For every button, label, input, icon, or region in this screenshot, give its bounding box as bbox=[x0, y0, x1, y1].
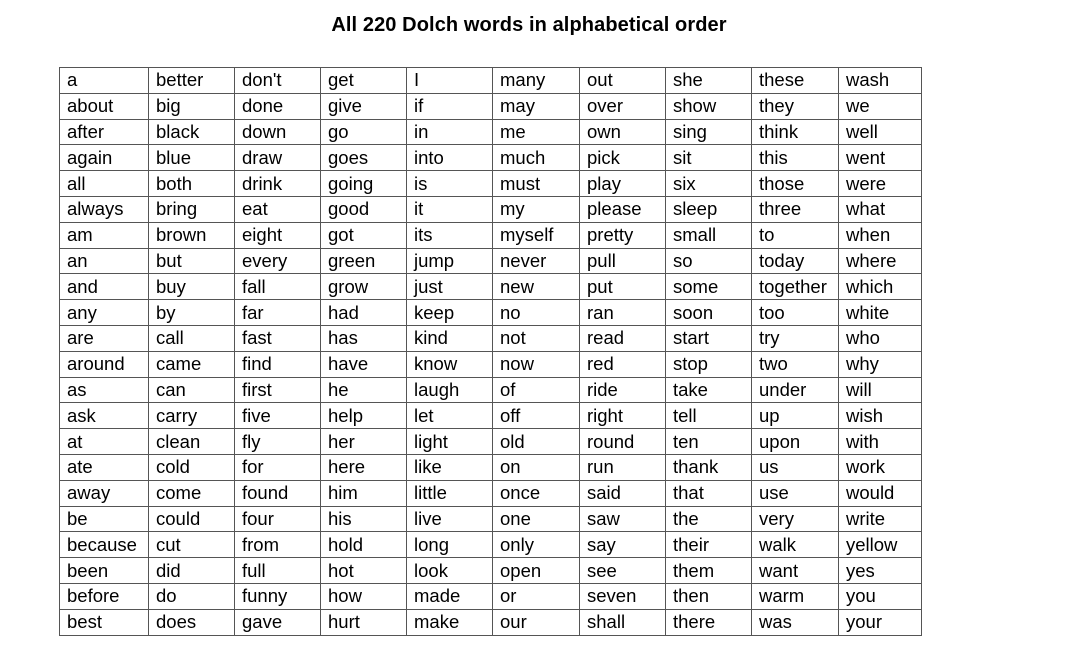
word-cell: yes bbox=[839, 558, 922, 584]
word-cell: start bbox=[666, 325, 752, 351]
word-cell: think bbox=[752, 119, 839, 145]
word-cell: stop bbox=[666, 351, 752, 377]
word-cell: old bbox=[493, 429, 580, 455]
word-cell: get bbox=[321, 68, 407, 94]
word-cell: off bbox=[493, 403, 580, 429]
table-row bbox=[60, 558, 922, 584]
word-cell: will bbox=[839, 377, 922, 403]
word-cell: our bbox=[493, 609, 580, 635]
word-cell: yellow bbox=[839, 532, 922, 558]
table-row bbox=[60, 532, 922, 558]
word-cell: all bbox=[60, 171, 149, 197]
word-cell: going bbox=[321, 171, 407, 197]
word-cell: read bbox=[580, 325, 666, 351]
word-cell: too bbox=[752, 300, 839, 326]
word-cell: cut bbox=[149, 532, 235, 558]
word-cell: who bbox=[839, 325, 922, 351]
word-cell: then bbox=[666, 583, 752, 609]
word-cell: light bbox=[407, 429, 493, 455]
word-cell: walk bbox=[752, 532, 839, 558]
word-cell: upon bbox=[752, 429, 839, 455]
word-cell: was bbox=[752, 609, 839, 635]
word-cell: it bbox=[407, 196, 493, 222]
word-cell: wash bbox=[839, 68, 922, 94]
word-cell: an bbox=[60, 248, 149, 274]
word-cell: am bbox=[60, 222, 149, 248]
word-cell: may bbox=[493, 93, 580, 119]
word-cell: far bbox=[235, 300, 321, 326]
table-row bbox=[60, 93, 922, 119]
word-cell: and bbox=[60, 274, 149, 300]
word-cell: today bbox=[752, 248, 839, 274]
word-cell: shall bbox=[580, 609, 666, 635]
word-cell: him bbox=[321, 480, 407, 506]
word-cell: been bbox=[60, 558, 149, 584]
word-cell: about bbox=[60, 93, 149, 119]
word-cell: have bbox=[321, 351, 407, 377]
word-cell: saw bbox=[580, 506, 666, 532]
word-cell: had bbox=[321, 300, 407, 326]
word-cell: did bbox=[149, 558, 235, 584]
word-cell: over bbox=[580, 93, 666, 119]
word-table-body bbox=[60, 68, 922, 636]
word-cell: better bbox=[149, 68, 235, 94]
word-cell: call bbox=[149, 325, 235, 351]
word-cell: clean bbox=[149, 429, 235, 455]
word-cell: always bbox=[60, 196, 149, 222]
word-cell: wish bbox=[839, 403, 922, 429]
word-cell: my bbox=[493, 196, 580, 222]
word-cell: warm bbox=[752, 583, 839, 609]
word-cell: no bbox=[493, 300, 580, 326]
word-cell: you bbox=[839, 583, 922, 609]
word-cell: ten bbox=[666, 429, 752, 455]
table-row bbox=[60, 119, 922, 145]
word-cell: came bbox=[149, 351, 235, 377]
table-row bbox=[60, 351, 922, 377]
word-cell: fast bbox=[235, 325, 321, 351]
word-cell: draw bbox=[235, 145, 321, 171]
word-cell: new bbox=[493, 274, 580, 300]
dolch-word-table bbox=[59, 67, 922, 636]
word-cell: laugh bbox=[407, 377, 493, 403]
word-cell: if bbox=[407, 93, 493, 119]
table-row bbox=[60, 145, 922, 171]
word-cell: little bbox=[407, 480, 493, 506]
word-cell: which bbox=[839, 274, 922, 300]
word-cell: black bbox=[149, 119, 235, 145]
word-cell: five bbox=[235, 403, 321, 429]
word-cell: its bbox=[407, 222, 493, 248]
word-cell: under bbox=[752, 377, 839, 403]
word-cell: goes bbox=[321, 145, 407, 171]
table-row bbox=[60, 68, 922, 94]
word-cell: cold bbox=[149, 454, 235, 480]
word-cell: tell bbox=[666, 403, 752, 429]
word-cell: his bbox=[321, 506, 407, 532]
table-row bbox=[60, 171, 922, 197]
word-cell: went bbox=[839, 145, 922, 171]
word-cell: he bbox=[321, 377, 407, 403]
word-cell: long bbox=[407, 532, 493, 558]
word-cell: does bbox=[149, 609, 235, 635]
table-row bbox=[60, 506, 922, 532]
word-cell: to bbox=[752, 222, 839, 248]
word-cell: into bbox=[407, 145, 493, 171]
word-cell: that bbox=[666, 480, 752, 506]
word-cell: look bbox=[407, 558, 493, 584]
word-cell: white bbox=[839, 300, 922, 326]
word-cell: she bbox=[666, 68, 752, 94]
word-cell: ran bbox=[580, 300, 666, 326]
word-cell: me bbox=[493, 119, 580, 145]
word-cell: this bbox=[752, 145, 839, 171]
word-cell: any bbox=[60, 300, 149, 326]
word-cell: them bbox=[666, 558, 752, 584]
word-cell: how bbox=[321, 583, 407, 609]
table-row bbox=[60, 274, 922, 300]
word-cell: come bbox=[149, 480, 235, 506]
word-cell: carry bbox=[149, 403, 235, 429]
word-cell: when bbox=[839, 222, 922, 248]
word-cell: us bbox=[752, 454, 839, 480]
table-row bbox=[60, 248, 922, 274]
word-cell: said bbox=[580, 480, 666, 506]
word-cell: say bbox=[580, 532, 666, 558]
word-cell: only bbox=[493, 532, 580, 558]
word-cell: gave bbox=[235, 609, 321, 635]
word-cell: fall bbox=[235, 274, 321, 300]
word-cell: give bbox=[321, 93, 407, 119]
word-cell: hold bbox=[321, 532, 407, 558]
word-cell: there bbox=[666, 609, 752, 635]
word-cell: can bbox=[149, 377, 235, 403]
word-cell: ride bbox=[580, 377, 666, 403]
word-cell: big bbox=[149, 93, 235, 119]
word-cell: best bbox=[60, 609, 149, 635]
word-cell: let bbox=[407, 403, 493, 429]
word-cell: they bbox=[752, 93, 839, 119]
word-cell: go bbox=[321, 119, 407, 145]
word-cell: found bbox=[235, 480, 321, 506]
word-cell: done bbox=[235, 93, 321, 119]
word-cell: in bbox=[407, 119, 493, 145]
word-cell: with bbox=[839, 429, 922, 455]
word-cell: are bbox=[60, 325, 149, 351]
word-cell: live bbox=[407, 506, 493, 532]
word-cell: first bbox=[235, 377, 321, 403]
word-cell: around bbox=[60, 351, 149, 377]
word-cell: run bbox=[580, 454, 666, 480]
word-cell: green bbox=[321, 248, 407, 274]
word-cell: right bbox=[580, 403, 666, 429]
word-cell: please bbox=[580, 196, 666, 222]
word-cell: both bbox=[149, 171, 235, 197]
word-cell: at bbox=[60, 429, 149, 455]
word-cell: down bbox=[235, 119, 321, 145]
word-cell: we bbox=[839, 93, 922, 119]
word-cell: what bbox=[839, 196, 922, 222]
word-cell: many bbox=[493, 68, 580, 94]
word-cell: ask bbox=[60, 403, 149, 429]
word-cell: ate bbox=[60, 454, 149, 480]
word-cell: seven bbox=[580, 583, 666, 609]
word-cell: just bbox=[407, 274, 493, 300]
word-cell: those bbox=[752, 171, 839, 197]
word-cell: eat bbox=[235, 196, 321, 222]
word-cell: because bbox=[60, 532, 149, 558]
word-cell: drink bbox=[235, 171, 321, 197]
word-cell: on bbox=[493, 454, 580, 480]
page-title: All 220 Dolch words in alphabetical order bbox=[331, 14, 727, 36]
word-cell: make bbox=[407, 609, 493, 635]
word-cell: your bbox=[839, 609, 922, 635]
word-cell: away bbox=[60, 480, 149, 506]
word-cell: her bbox=[321, 429, 407, 455]
word-cell: well bbox=[839, 119, 922, 145]
word-cell: use bbox=[752, 480, 839, 506]
word-cell: these bbox=[752, 68, 839, 94]
word-cell: pull bbox=[580, 248, 666, 274]
word-cell: be bbox=[60, 506, 149, 532]
word-cell: hot bbox=[321, 558, 407, 584]
word-cell: now bbox=[493, 351, 580, 377]
word-cell: where bbox=[839, 248, 922, 274]
word-cell: find bbox=[235, 351, 321, 377]
word-cell: were bbox=[839, 171, 922, 197]
word-cell: see bbox=[580, 558, 666, 584]
word-cell: pick bbox=[580, 145, 666, 171]
word-cell: before bbox=[60, 583, 149, 609]
word-cell: want bbox=[752, 558, 839, 584]
word-cell: some bbox=[666, 274, 752, 300]
word-cell: round bbox=[580, 429, 666, 455]
word-cell: sing bbox=[666, 119, 752, 145]
word-cell: three bbox=[752, 196, 839, 222]
word-cell: brown bbox=[149, 222, 235, 248]
word-cell: the bbox=[666, 506, 752, 532]
word-cell: again bbox=[60, 145, 149, 171]
word-cell: thank bbox=[666, 454, 752, 480]
word-cell: has bbox=[321, 325, 407, 351]
word-cell: together bbox=[752, 274, 839, 300]
word-cell: funny bbox=[235, 583, 321, 609]
word-cell: show bbox=[666, 93, 752, 119]
word-cell: of bbox=[493, 377, 580, 403]
word-cell: full bbox=[235, 558, 321, 584]
word-cell: I bbox=[407, 68, 493, 94]
word-cell: or bbox=[493, 583, 580, 609]
word-cell: buy bbox=[149, 274, 235, 300]
table-row bbox=[60, 377, 922, 403]
word-cell: very bbox=[752, 506, 839, 532]
word-cell: by bbox=[149, 300, 235, 326]
word-cell: a bbox=[60, 68, 149, 94]
word-cell: six bbox=[666, 171, 752, 197]
word-cell: made bbox=[407, 583, 493, 609]
word-cell: once bbox=[493, 480, 580, 506]
word-cell: would bbox=[839, 480, 922, 506]
word-cell: but bbox=[149, 248, 235, 274]
word-cell: every bbox=[235, 248, 321, 274]
word-cell: play bbox=[580, 171, 666, 197]
word-cell: keep bbox=[407, 300, 493, 326]
word-cell: myself bbox=[493, 222, 580, 248]
table-row bbox=[60, 325, 922, 351]
word-cell: pretty bbox=[580, 222, 666, 248]
word-cell: never bbox=[493, 248, 580, 274]
word-cell: own bbox=[580, 119, 666, 145]
word-cell: must bbox=[493, 171, 580, 197]
word-cell: blue bbox=[149, 145, 235, 171]
word-cell: is bbox=[407, 171, 493, 197]
table-row bbox=[60, 222, 922, 248]
word-cell: sleep bbox=[666, 196, 752, 222]
word-cell: one bbox=[493, 506, 580, 532]
word-cell: after bbox=[60, 119, 149, 145]
word-cell: do bbox=[149, 583, 235, 609]
word-cell: got bbox=[321, 222, 407, 248]
word-cell: try bbox=[752, 325, 839, 351]
table-row bbox=[60, 454, 922, 480]
word-cell: out bbox=[580, 68, 666, 94]
word-cell: open bbox=[493, 558, 580, 584]
word-cell: know bbox=[407, 351, 493, 377]
word-cell: good bbox=[321, 196, 407, 222]
table-row bbox=[60, 300, 922, 326]
word-cell: two bbox=[752, 351, 839, 377]
word-cell: take bbox=[666, 377, 752, 403]
word-cell: could bbox=[149, 506, 235, 532]
word-cell: sit bbox=[666, 145, 752, 171]
word-cell: work bbox=[839, 454, 922, 480]
table-row bbox=[60, 480, 922, 506]
word-cell: small bbox=[666, 222, 752, 248]
table-row bbox=[60, 196, 922, 222]
word-cell: bring bbox=[149, 196, 235, 222]
word-cell: their bbox=[666, 532, 752, 558]
word-cell: grow bbox=[321, 274, 407, 300]
word-cell: as bbox=[60, 377, 149, 403]
table-row bbox=[60, 583, 922, 609]
word-cell: for bbox=[235, 454, 321, 480]
word-cell: write bbox=[839, 506, 922, 532]
word-cell: like bbox=[407, 454, 493, 480]
table-row bbox=[60, 403, 922, 429]
word-cell: so bbox=[666, 248, 752, 274]
word-cell: red bbox=[580, 351, 666, 377]
word-cell: jump bbox=[407, 248, 493, 274]
word-cell: help bbox=[321, 403, 407, 429]
word-cell: put bbox=[580, 274, 666, 300]
word-cell: eight bbox=[235, 222, 321, 248]
word-cell: soon bbox=[666, 300, 752, 326]
word-cell: don't bbox=[235, 68, 321, 94]
word-cell: not bbox=[493, 325, 580, 351]
word-cell: four bbox=[235, 506, 321, 532]
word-cell: why bbox=[839, 351, 922, 377]
word-cell: hurt bbox=[321, 609, 407, 635]
word-cell: up bbox=[752, 403, 839, 429]
word-cell: much bbox=[493, 145, 580, 171]
table-row bbox=[60, 609, 922, 635]
table-row bbox=[60, 429, 922, 455]
word-cell: here bbox=[321, 454, 407, 480]
word-cell: kind bbox=[407, 325, 493, 351]
word-cell: fly bbox=[235, 429, 321, 455]
word-cell: from bbox=[235, 532, 321, 558]
